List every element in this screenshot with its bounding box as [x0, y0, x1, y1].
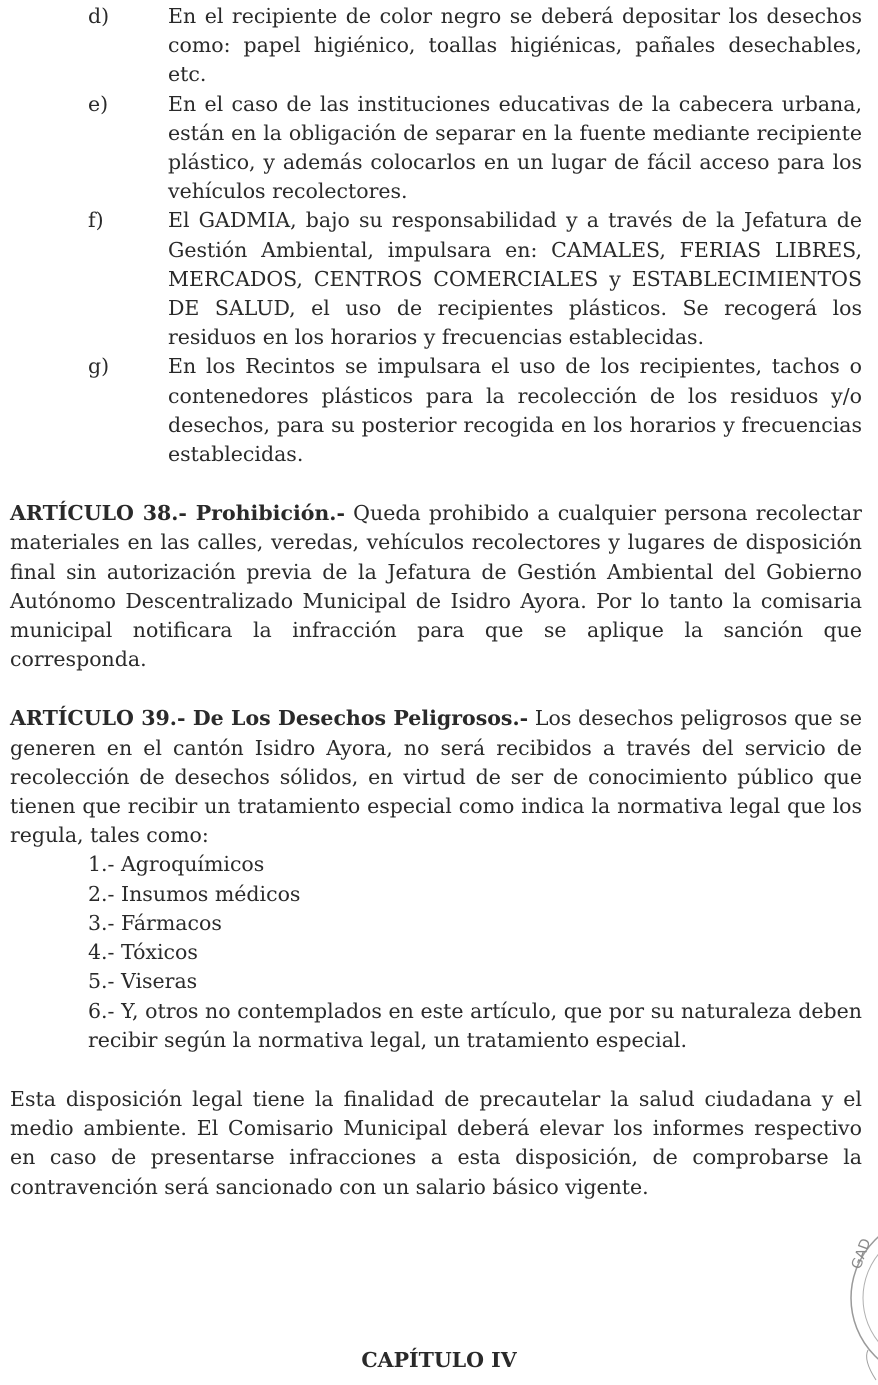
list-marker: e) [88, 91, 109, 116]
hazardous-waste-list [88, 850, 862, 1054]
article-38-heading: ARTÍCULO 38.- Prohibición.- [10, 501, 345, 526]
list-text: En el recipiente de color negro se deberá depositar los desechos como: papel higiénico, toallas higiénicas, pañales desechables, etc. [168, 4, 862, 87]
closing-paragraph: Esta disposición legal tiene la finalidad de precautelar la salud ciudadana y el medio ambiente. El Comisario Municipal deberá elevar los informes respectivo en caso de presentarse infracciones a esta disposición, de comprobarse la contravención será sancionado con un salario básico vigente. [10, 1086, 862, 1199]
chapter-title: CAPÍTULO IV [361, 1348, 517, 1372]
list-item-g [10, 352, 862, 469]
list-item: 3.- Fármacos [88, 910, 222, 935]
document-page [10, 2, 862, 1202]
seal-text: GAD [848, 1236, 875, 1272]
list-text: En el caso de las instituciones educativas de la cabecera urbana, están en la obligación de separar en la fuente mediante recipiente plástico, y además colocarlos en un lugar de fácil acceso para los vehículos recolectores. [168, 91, 862, 204]
article-39-heading: ARTÍCULO 39.- De Los Desechos Peligrosos.- [10, 706, 529, 731]
list-text: El GADMIA, bajo su responsabilidad y a través de la Jefatura de Gestión Ambiental, impulsara en: CAMALES, FERIAS LIBRES, MERCADOS, CENTROS COMERCIALES y ESTABLECIMIENTOS DE SALUD, el uso de recipientes plásticos. Se recogerá los residuos en los horarios y frecuencias establecidas. [168, 208, 862, 350]
list-item: 2.- Insumos médicos [88, 881, 301, 906]
article-38-body: Queda prohibido a cualquier persona recolectar materiales en las calles, veredas, vehículos recolectores y lugares de disposición final sin autorización previa de la Jefatura de Gestión Ambiental del Gobierno Autónomo Descentralizado Municipal de Isidro Ayora. Por lo tanto la comisaria municipal notificara la infracción para que se aplique la sanción que corresponda. [10, 501, 862, 672]
list-item: 5.- Viseras [88, 969, 198, 994]
list-item: 4.- Tóxicos [88, 940, 198, 965]
article-39-body: Los desechos peligrosos que se generen en el cantón Isidro Ayora, no será recibidos a través del servicio de recolección de desechos sólidos, en virtud de ser de conocimiento público que tienen que recibir un tratamiento especial como indica la normativa legal que los regula, tales como: [10, 706, 862, 848]
article-38 [10, 499, 862, 674]
article-39 [10, 704, 862, 850]
list-item-f [10, 206, 862, 352]
municipal-seal-icon [838, 1210, 878, 1385]
list-marker: d) [88, 4, 110, 28]
list-marker: f) [88, 208, 104, 233]
list-item: 1.- Agroquímicos [88, 852, 265, 877]
list-text: En los Recintos se impulsara el uso de los recipientes, tachos o contenedores plásticos para la recolección de los residuos y/o desechos, para su posterior recogida en los horarios y frecuencias establecidas. [168, 354, 862, 467]
list-item-e [10, 90, 862, 207]
list-item: 6.- Y, otros no contemplados en este artículo, que por su naturaleza deben recibir según la normativa legal, un tratamiento especial. [88, 998, 862, 1052]
list-marker: g) [88, 354, 110, 379]
list-item-d [10, 2, 862, 90]
